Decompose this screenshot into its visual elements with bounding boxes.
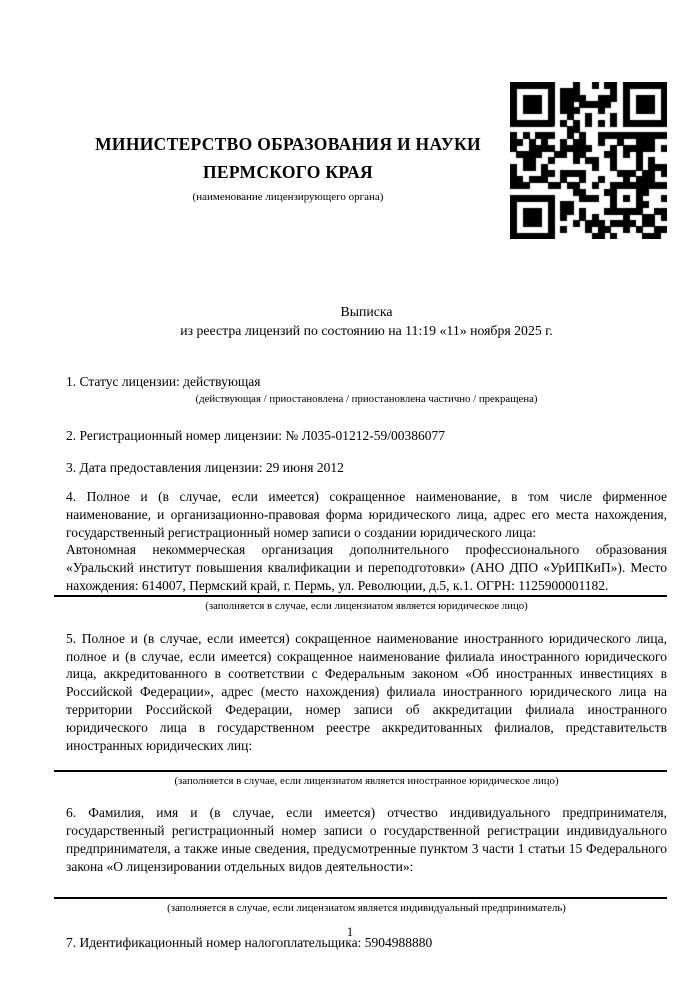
fill-in-line-foreign-entity <box>54 770 667 772</box>
page-number: 1 <box>346 924 354 939</box>
field-license-status-caption: (действующая / приостановлена / приостановлена частично / прекращена) <box>195 393 538 405</box>
document-header <box>66 82 667 239</box>
field-foreign-entity-prompt: 5. Полное и (в случае, если имеется) сокращенное наименование иностранного юридического лица, полное и (в случае, если имеется) сокращенное наименование филиала иностранного юридического лица, аккредитованного в соответствии с Федеральным законом «Об иностранных инвестициях в Российской Федерации», адрес (место нахождения) филиала иностранного юридического лица на территории Российской Федерации, номер записи об аккредитации филиала иностранного юридического лица в государственном реестре аккредитованных филиалов, представительств иностранных юридических лиц: <box>66 630 667 753</box>
document-title-line2: из реестра лицензий по состоянию на 11:19 «11» ноября 2025 г. <box>180 323 553 338</box>
field-legal-entity-value: Автономная некоммерческая организация дополнительного профессионального образования «Уральский институт повышения квалификации и переподготовки» (АНО ДПО «УрИПКиП»). Место нахождения: 614007, Пермский край, г. Пермь, ул. Революции, д.5, к.1. ОГРН: 1125900001182. <box>66 542 667 593</box>
qr-code-icon <box>510 82 667 239</box>
field-license-date: 3. Дата предоставления лицензии: 29 июня 2012 <box>66 460 344 475</box>
field-registration-number: 2. Регистрационный номер лицензии: № Л035-01212-59/00386077 <box>66 428 446 443</box>
licensing-authority-block <box>66 82 510 203</box>
ministry-name-line2: ПЕРМСКОГО КРАЯ <box>203 162 373 182</box>
field-taxpayer-number: 7. Идентификационный номер налогоплательщика: 5904988880 <box>66 934 433 950</box>
field-license-status: 1. Статус лицензии: действующая <box>66 374 261 389</box>
fill-in-line-entrepreneur <box>54 897 667 899</box>
ministry-caption: (наименование лицензирующего органа) <box>192 191 384 203</box>
document-title <box>66 302 667 340</box>
qr-code-block <box>510 82 667 239</box>
field-legal-entity-prompt: 4. Полное и (в случае, если имеется) сокращенное наименование, в том числе фирменное наименование, и организационно-правовая форма юридического лица, адрес его места нахождения, государственный регистрационный номер записи о создании юридического лица: <box>66 489 667 540</box>
document-title-line1: Выписка <box>340 304 393 319</box>
fields-section <box>66 373 667 951</box>
fill-in-line-legal-entity <box>54 595 667 597</box>
field-entrepreneur-prompt: 6. Фамилия, имя и (в случае, если имеется) отчество индивидуального предпринимателя, государственный регистрационный номер записи о государственной регистрации индивидуального предпринимателя, а также иные сведения, предусмотренные пунктом 3 части 1 статьи 15 Федерального закона «О лицензировании отдельных видов деятельности»: <box>66 805 667 874</box>
ministry-name-line1: МИНИСТЕРСТВО ОБРАЗОВАНИЯ И НАУКИ <box>95 134 481 154</box>
field-foreign-entity-caption: (заполняется в случае, если лицензиатом является иностранное юридическое лицо) <box>174 775 559 788</box>
field-legal-entity-caption: (заполняется в случае, если лицензиатом является юридическое лицо) <box>205 599 528 612</box>
ministry-name <box>66 130 510 186</box>
field-entrepreneur-caption: (заполняется в случае, если лицензиатом является индивидуальный предприниматель) <box>167 901 566 914</box>
